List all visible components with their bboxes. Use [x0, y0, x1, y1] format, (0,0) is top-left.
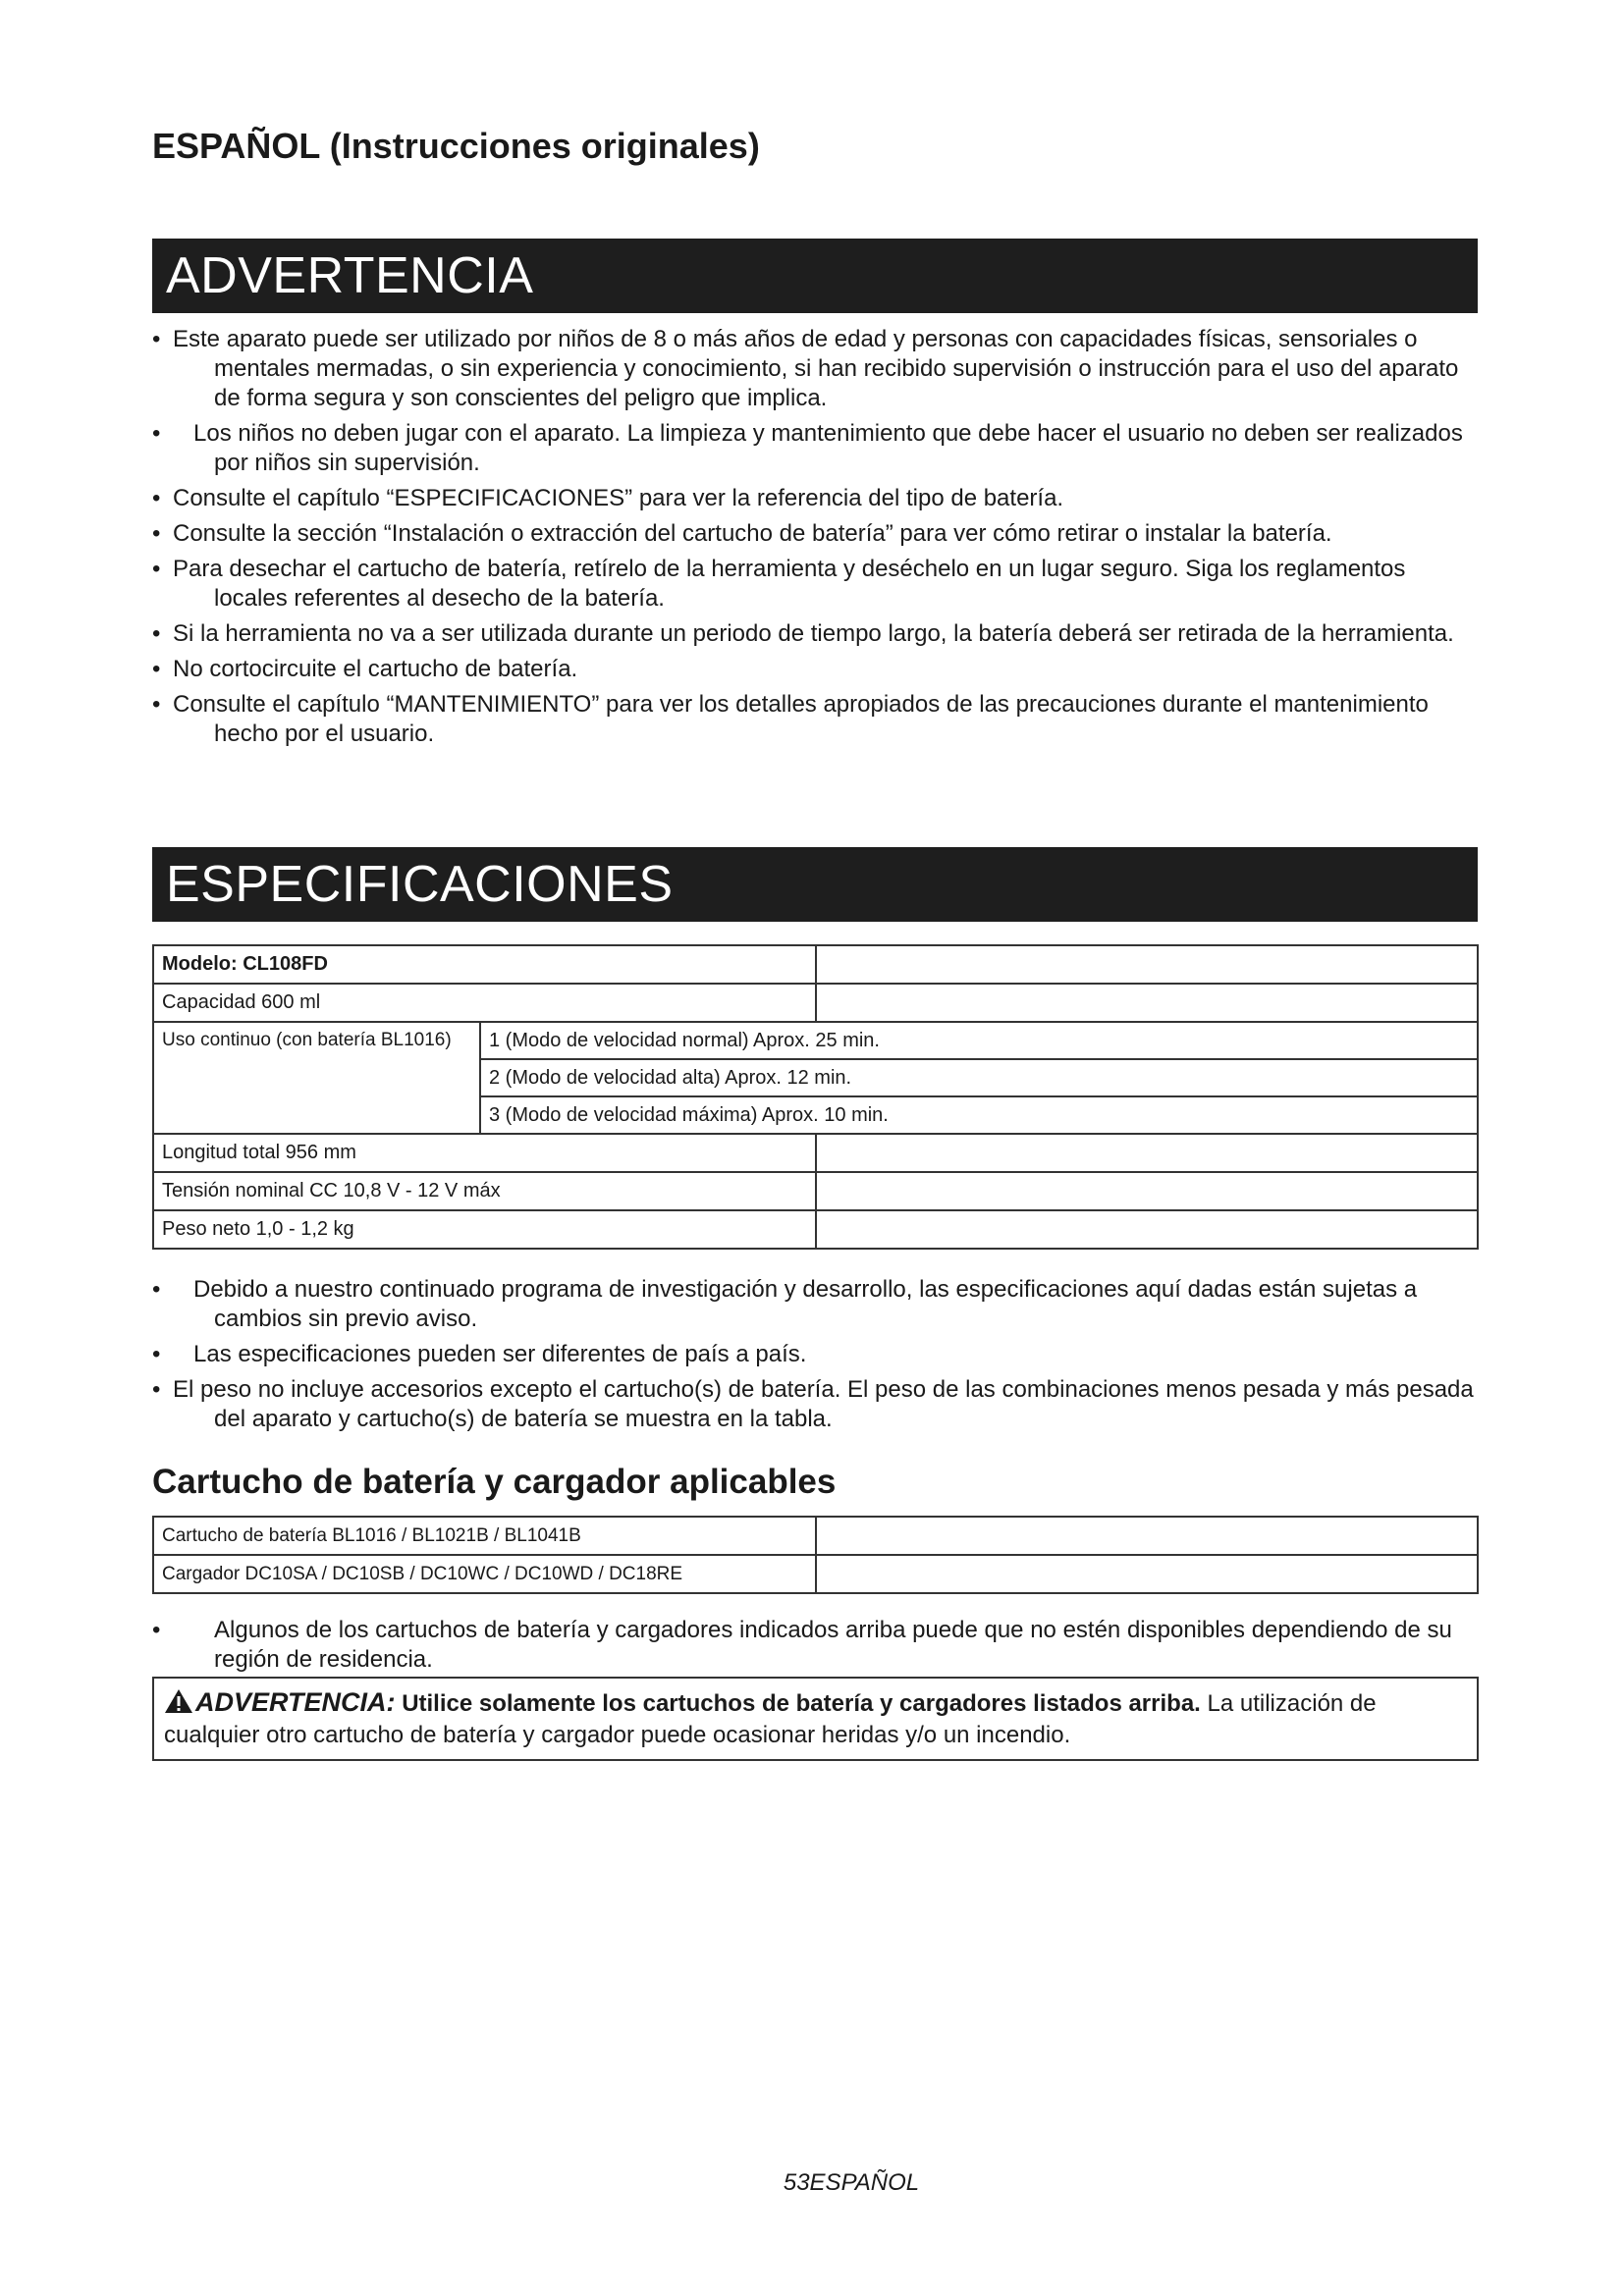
list-item-text: Algunos de los cartuchos de batería y cargadores indicados arriba puede que no estén disponibles dependiendo de su región de residencia.: [214, 1617, 1452, 1673]
table-cell-empty: [816, 1517, 1478, 1555]
battery-notes: [152, 1616, 1478, 1681]
list-item: [152, 619, 1478, 649]
table-cell-empty: [816, 984, 1478, 1022]
table-row: [153, 1134, 1478, 1172]
list-item-text: No cortocircuite el cartucho de batería.: [173, 656, 578, 682]
battery-charger-heading: Cartucho de batería y cargador aplicables: [152, 1463, 837, 1501]
bullet-marker: •: [152, 620, 161, 647]
list-item: [152, 325, 1478, 413]
list-item: [152, 419, 1478, 478]
bullet-marker: •: [152, 326, 161, 352]
table-cell-empty: [816, 1555, 1478, 1593]
battery-charger-table: [152, 1516, 1479, 1594]
list-item-text: Las especificaciones pueden ser diferentes de país a país.: [193, 1341, 807, 1367]
list-item-text: Debido a nuestro continuado programa de investigación y desarrollo, las especificaciones aquí dadas están sujetas a cambios sin previo aviso.: [193, 1276, 1418, 1332]
spec-length: Longitud total 956 mm: [153, 1134, 816, 1172]
list-item: [152, 1616, 1478, 1675]
warning-label: ADVERTENCIA:: [195, 1687, 396, 1717]
list-item: [152, 1340, 1478, 1369]
table-row: [153, 984, 1478, 1022]
bullet-marker: •: [152, 420, 161, 447]
battery-cartridges: Cartucho de batería BL1016 / BL1021B / BL1041B: [153, 1517, 816, 1555]
specifications-table: [152, 944, 1479, 1250]
list-item-text: Consulte el capítulo “MANTENIMIENTO” para ver los detalles apropiados de las precauciones durante el mantenimiento hecho por el usuario.: [173, 691, 1429, 747]
spec-weight: Peso neto 1,0 - 1,2 kg: [153, 1210, 816, 1249]
list-item: [152, 655, 1478, 684]
bullet-marker: •: [152, 1376, 161, 1403]
spec-model: Modelo: CL108FD: [153, 945, 816, 984]
specification-notes: [152, 1275, 1478, 1440]
footer-language: ESPAÑOL: [809, 2169, 920, 2196]
bullet-marker: •: [152, 485, 161, 511]
table-row: [153, 1517, 1478, 1555]
spec-continuous-use-label: Uso continuo (con batería BL1016): [153, 1022, 480, 1134]
list-item-text: Si la herramienta no va a ser utilizada durante un periodo de tiempo largo, la batería deberá ser retirada de la herramienta.: [173, 620, 1454, 647]
warning-text: La utilización de cualquier otro cartucho de batería y cargador puede ocasionar heridas y/o un incendio.: [164, 1690, 1377, 1748]
list-item: [152, 690, 1478, 749]
table-row: [153, 1022, 1478, 1059]
table-row: [153, 945, 1478, 984]
page-footer: [0, 2169, 1624, 2197]
list-item: [152, 1275, 1478, 1334]
list-item: [152, 1375, 1478, 1434]
table-cell-empty: [816, 1210, 1478, 1249]
battery-warning-box: [152, 1677, 1479, 1761]
spec-mode-high: 2 (Modo de velocidad alta) Aprox. 12 min.: [480, 1059, 1478, 1096]
bullet-marker: •: [152, 1341, 161, 1367]
warning-list: [152, 325, 1478, 755]
list-item-text: Para desechar el cartucho de batería, retírelo de la herramienta y deséchelo en un lugar seguro. Siga los reglamentos locales referentes al desecho de la batería.: [173, 556, 1406, 612]
list-item-text: Consulte el capítulo “ESPECIFICACIONES” para ver la referencia del tipo de batería.: [173, 485, 1064, 511]
table-cell-empty: [816, 945, 1478, 984]
table-cell-empty: [816, 1134, 1478, 1172]
bullet-marker: •: [152, 520, 161, 547]
warning-emphasis: Utilice solamente los cartuchos de batería y cargadores listados arriba.: [402, 1690, 1201, 1717]
page-title: ESPAÑOL (Instrucciones originales): [152, 126, 760, 166]
spec-capacity: Capacidad 600 ml: [153, 984, 816, 1022]
bullet-marker: •: [152, 1617, 161, 1643]
list-item-text: Los niños no deben jugar con el aparato. La limpieza y mantenimiento que debe hacer el usuario no deben ser realizados por niños sin supervisión.: [193, 420, 1463, 476]
spec-voltage: Tensión nominal CC 10,8 V - 12 V máx: [153, 1172, 816, 1210]
list-item: [152, 555, 1478, 614]
list-item-text: El peso no incluye accesorios excepto el cartucho(s) de batería. El peso de las combinaciones menos pesada y más pesada del aparato y cartucho(s) de batería se muestra en la tabla.: [173, 1376, 1474, 1432]
chargers: Cargador DC10SA / DC10SB / DC10WC / DC10WD / DC18RE: [153, 1555, 816, 1593]
table-row: [153, 1210, 1478, 1249]
bullet-marker: •: [152, 691, 161, 718]
bullet-marker: •: [152, 1276, 161, 1303]
list-item-text: Consulte la sección “Instalación o extracción del cartucho de batería” para ver cómo retirar o instalar la batería.: [173, 520, 1332, 547]
warning-heading: ADVERTENCIA: [152, 239, 1478, 313]
bullet-marker: •: [152, 656, 161, 682]
table-row: [153, 1172, 1478, 1210]
spec-mode-normal: 1 (Modo de velocidad normal) Aprox. 25 min.: [480, 1022, 1478, 1059]
table-cell-empty: [816, 1172, 1478, 1210]
spec-mode-max: 3 (Modo de velocidad máxima) Aprox. 10 min.: [480, 1096, 1478, 1134]
warning-triangle-icon: [164, 1688, 193, 1714]
specifications-heading: ESPECIFICACIONES: [152, 847, 1478, 922]
bullet-marker: •: [152, 556, 161, 582]
list-item: [152, 519, 1478, 549]
list-item: [152, 484, 1478, 513]
page-number: 53: [783, 2169, 810, 2196]
table-row: [153, 1555, 1478, 1593]
list-item-text: Este aparato puede ser utilizado por niños de 8 o más años de edad y personas con capacidades físicas, sensoriales o mentales mermadas, o sin experiencia y conocimiento, si han recibido supervisión o instrucción para el uso del aparato de forma segura y son conscientes del peligro que implica.: [173, 326, 1459, 411]
